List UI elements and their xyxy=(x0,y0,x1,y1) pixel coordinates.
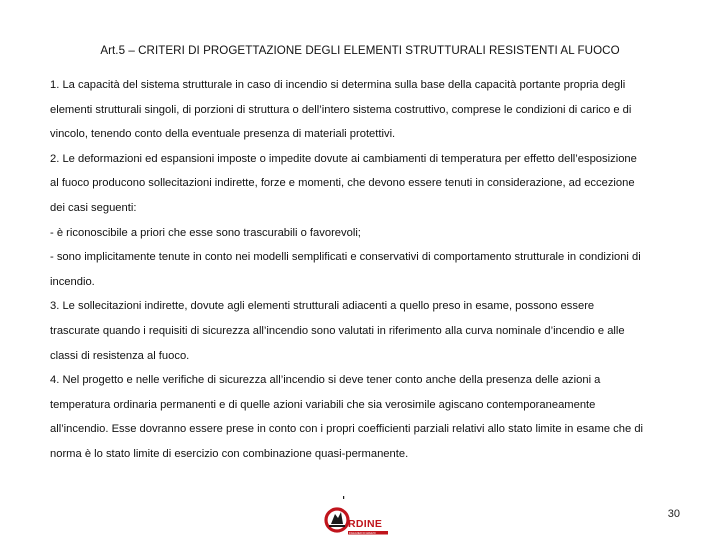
page-number: 30 xyxy=(667,508,680,520)
text-line: 2. Le deformazioni ed espansioni imposte o impedite dovute ai cambiamenti di temperatura per effetto dell’esposizione xyxy=(50,152,637,165)
text-line: trascurate quando i requisiti di sicurezza all’incendio sono valutati in riferimento alla curva nominale d’incendio e alle xyxy=(50,324,625,337)
text-line: 4. Nel progetto e nelle verifiche di sicurezza all’incendio si deve tener conto anche della presenza delle azioni a xyxy=(50,374,601,387)
text-line: classi di resistenza al fuoco. xyxy=(50,349,190,362)
text-line: al fuoco producono sollecitazioni indirette, forze e momenti, che devono essere tenuti in considerazione, ad eccezione xyxy=(50,177,635,190)
text-line: dei casi seguenti: xyxy=(50,201,137,214)
text-line: 1. La capacità del sistema strutturale in caso di incendio si determina sulla base della capacità portante propria degli xyxy=(50,79,626,91)
body-text xyxy=(50,73,690,467)
text-line: norma è lo stato limite di esercizio con combinazione quasi-permanente. xyxy=(50,447,409,460)
page-title: Art.5 – CRITERI DI PROGETTAZIONE DEGLI ELEMENTI STRUTTURALI RESISTENTI AL FUOCO xyxy=(100,44,620,57)
ordine-logo xyxy=(323,494,391,540)
text-line: temperatura ordinaria permanenti e di quelle azioni variabili che sia verosimile agiscano contemporaneamente xyxy=(50,398,596,411)
text-line: all’incendio. Esse dovranno essere prese in conto con i propri coefficienti parziali relativi allo stato limite in esame che di xyxy=(50,423,644,436)
logo-text: RDINE xyxy=(348,518,383,530)
text-line: - è riconoscibile a priori che esse sono trascurabili o favorevoli; xyxy=(50,226,361,239)
text-line: incendio. xyxy=(50,275,95,288)
text-line: vincolo, tenendo conto della eventuale presenza di materiali protettivi. xyxy=(50,128,396,141)
text-line: 3. Le sollecitazioni indirette, dovute agli elementi strutturali adiacenti a quello preso in esame, possono essere xyxy=(50,300,595,313)
text-line: - sono implicitamente tenute in conto nei modelli semplificati e conservativi di comportamento strutturale in condizioni di xyxy=(50,251,641,264)
logo-subtext: INGEGNERI DI AREZZO xyxy=(349,532,376,535)
text-line: elementi strutturali singoli, di porzioni di struttura o dell’intero sistema costruttivo, comprese le condizioni di carico e di xyxy=(50,103,632,116)
